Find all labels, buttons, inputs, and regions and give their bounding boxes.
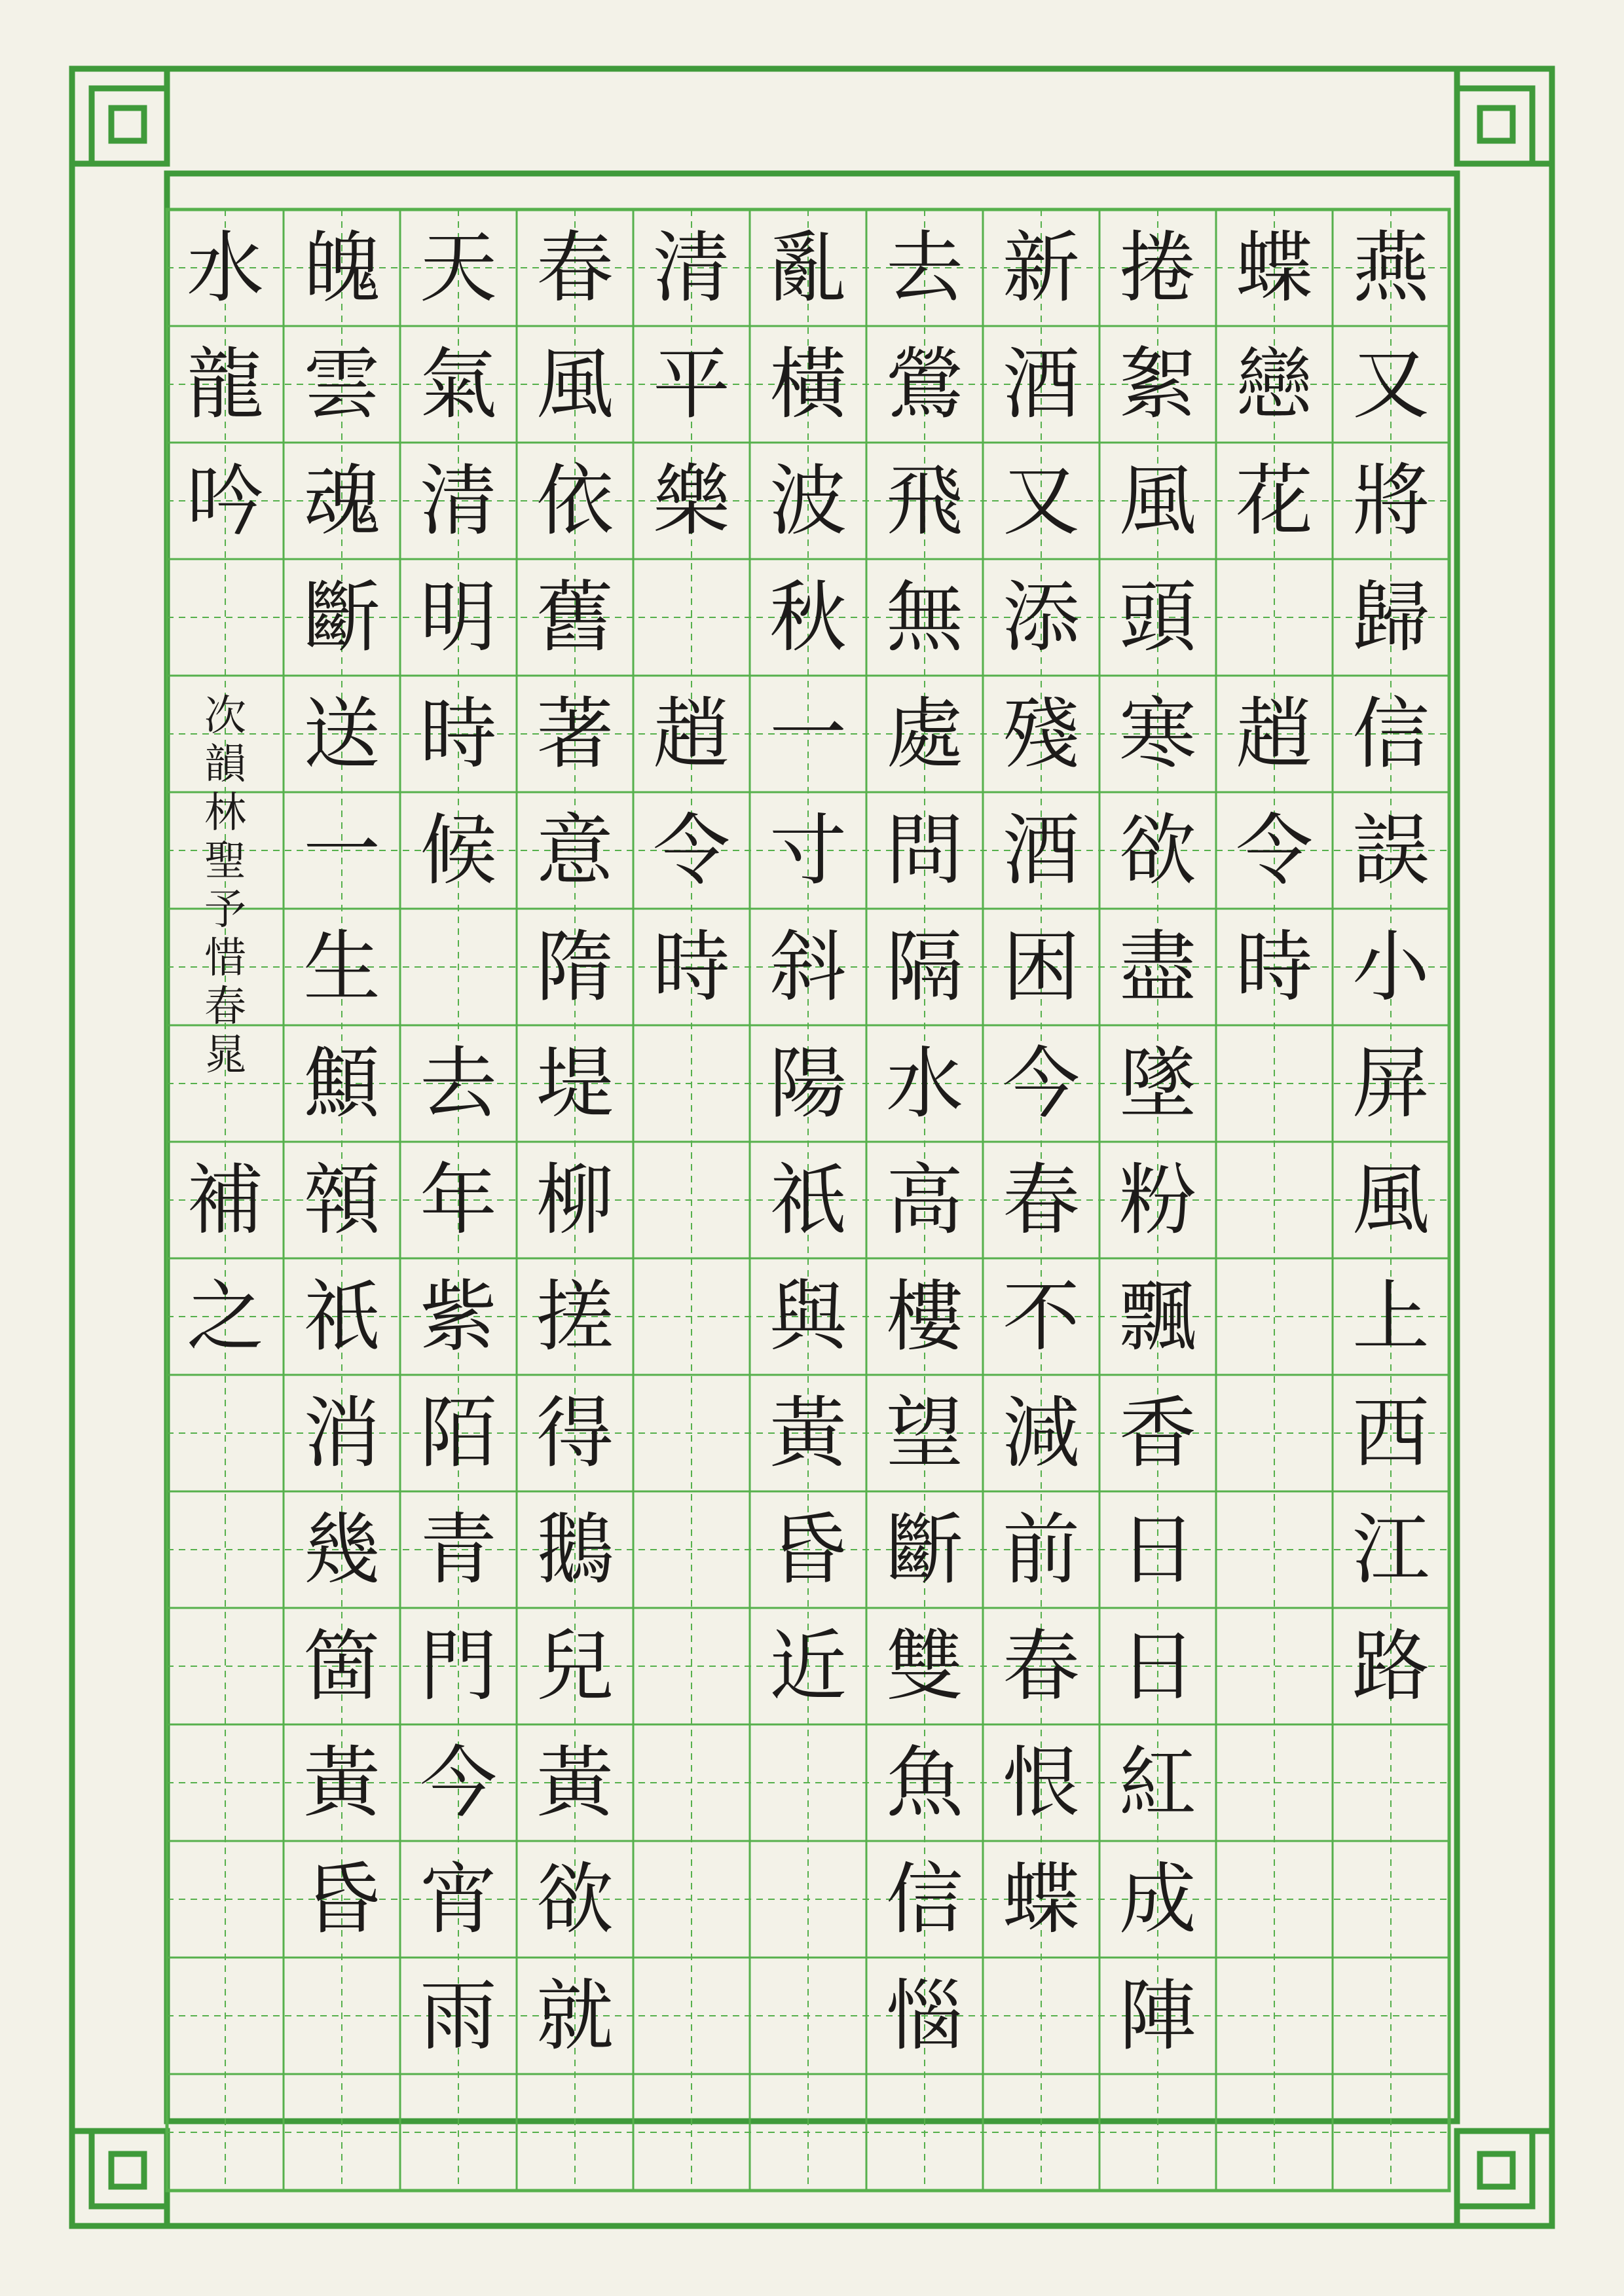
poem-char: 搓 [536, 1271, 614, 1362]
poem-char: 龍 [186, 339, 264, 429]
poem-char: 成 [1118, 1854, 1196, 1944]
poem-char: 今 [419, 1738, 497, 1828]
poem-char: 平 [652, 339, 730, 429]
poem-char: 水 [186, 223, 264, 313]
poem-char: 得 [536, 1388, 614, 1478]
poem-char: 高 [885, 1155, 963, 1245]
poem-char: 斷 [303, 572, 380, 663]
poem-char: 天 [419, 223, 497, 313]
poem-char: 又 [1352, 339, 1430, 429]
poem-char: 添 [1002, 572, 1080, 663]
poem-char: 陌 [419, 1388, 497, 1478]
poem-char: 紅 [1118, 1738, 1196, 1828]
poem-char: 門 [419, 1621, 497, 1711]
poem-char: 時 [1235, 922, 1313, 1012]
subtitle-char: 予 [204, 886, 246, 934]
poem-char: 戀 [1235, 339, 1313, 429]
poem-char: 令 [1235, 805, 1313, 896]
subtitle-char: 次 [204, 692, 246, 740]
poem-char: 西 [1352, 1388, 1430, 1478]
poem-char: 趙 [1235, 689, 1313, 779]
poem-char: 欲 [1118, 805, 1196, 896]
poem-char: 一 [303, 805, 380, 896]
poem-char: 捲 [1118, 223, 1196, 313]
poem-char: 送 [303, 689, 380, 779]
poem-char: 祇 [303, 1271, 380, 1362]
poem-char: 斷 [885, 1504, 963, 1595]
subtitle-char: 聖 [204, 837, 246, 886]
poem-char: 橫 [769, 339, 847, 429]
poem-char: 酒 [1002, 805, 1080, 896]
poem-char: 新 [1002, 223, 1080, 313]
poem-char: 隔 [885, 922, 963, 1012]
poem-char: 陣 [1118, 1971, 1196, 2061]
poem-char: 波 [769, 456, 847, 546]
poem-char: 清 [419, 456, 497, 546]
poem-char: 又 [1002, 456, 1080, 546]
poem-char: 誤 [1352, 805, 1430, 896]
poem-char: 欲 [536, 1854, 614, 1944]
poem-char: 香 [1118, 1388, 1196, 1478]
poem-char: 屏 [1352, 1038, 1430, 1129]
poem-char: 不 [1002, 1271, 1080, 1362]
poem-char: 鶯 [885, 339, 963, 429]
poem-char: 墜 [1118, 1038, 1196, 1129]
poem-char: 時 [419, 689, 497, 779]
poem-char: 飛 [885, 456, 963, 546]
poem-char: 秋 [769, 572, 847, 663]
poem-char: 信 [1352, 689, 1430, 779]
subtitle-char: 韻 [204, 740, 246, 789]
poem-char: 令 [652, 805, 730, 896]
poem-char: 黃 [303, 1738, 380, 1828]
poem-char: 紫 [419, 1271, 497, 1362]
poem-char: 小 [1352, 922, 1430, 1012]
poem-char: 歸 [1352, 572, 1430, 663]
poem-char: 時 [652, 922, 730, 1012]
poem-char: 樂 [652, 456, 730, 546]
poem-char: 隋 [536, 922, 614, 1012]
poem-char: 顇 [303, 1155, 380, 1245]
poem-char: 花 [1235, 456, 1313, 546]
poem-char: 著 [536, 689, 614, 779]
poem-char: 盡 [1118, 922, 1196, 1012]
poem-char: 困 [1002, 922, 1080, 1012]
poem-char: 魂 [303, 456, 380, 546]
poem-char: 日 [1118, 1621, 1196, 1711]
poem-char: 樓 [885, 1271, 963, 1362]
poem-char: 黃 [536, 1738, 614, 1828]
poem-char: 將 [1352, 456, 1430, 546]
poem-char: 吟 [186, 456, 264, 546]
poem-char: 雨 [419, 1971, 497, 2061]
poem-char: 風 [1118, 456, 1196, 546]
poem-char: 青 [419, 1504, 497, 1595]
poem-char: 雲 [303, 339, 380, 429]
poem-char: 之 [186, 1271, 264, 1362]
poem-char: 惱 [885, 1971, 963, 2061]
poem-char: 就 [536, 1971, 614, 2061]
poem-char: 江 [1352, 1504, 1430, 1595]
poem-char: 春 [1002, 1621, 1080, 1711]
poem-char: 信 [885, 1854, 963, 1944]
poem-char: 雙 [885, 1621, 963, 1711]
poem-char: 頭 [1118, 572, 1196, 663]
poem-char: 蝶 [1002, 1854, 1080, 1944]
poem-char: 意 [536, 805, 614, 896]
poem-char: 魚 [885, 1738, 963, 1828]
poem-char: 上 [1352, 1271, 1430, 1362]
poem-char: 魄 [303, 223, 380, 313]
poem-char: 清 [652, 223, 730, 313]
poem-char: 去 [419, 1038, 497, 1129]
poem-char: 堤 [536, 1038, 614, 1129]
poem-char: 寸 [769, 805, 847, 896]
poem-char: 粉 [1118, 1155, 1196, 1245]
poem-char: 問 [885, 805, 963, 896]
poem-char: 昏 [303, 1854, 380, 1944]
poem-char: 幾 [303, 1504, 380, 1595]
poem-char: 減 [1002, 1388, 1080, 1478]
poem-char: 明 [419, 572, 497, 663]
poem-char: 箇 [303, 1621, 380, 1711]
subtitle-char: 晁 [204, 1031, 246, 1080]
subtitle-char: 惜 [204, 934, 246, 983]
poem-char: 亂 [769, 223, 847, 313]
subtitle-char: 春 [204, 983, 246, 1031]
poem-char: 昏 [769, 1504, 847, 1595]
poem-char: 春 [1002, 1155, 1080, 1245]
poem-char: 風 [536, 339, 614, 429]
poem-char: 趙 [652, 689, 730, 779]
poem-char: 燕 [1352, 223, 1430, 313]
poem-char: 年 [419, 1155, 497, 1245]
subtitle-char: 林 [204, 789, 246, 837]
poem-char: 陽 [769, 1038, 847, 1129]
poem-char: 氣 [419, 339, 497, 429]
poem-char: 舊 [536, 572, 614, 663]
poem-char: 候 [419, 805, 497, 896]
poem-char: 柳 [536, 1155, 614, 1245]
poem-char: 殘 [1002, 689, 1080, 779]
poem-char: 黃 [769, 1388, 847, 1478]
poem-char: 今 [1002, 1038, 1080, 1129]
poem-char: 宵 [419, 1854, 497, 1944]
poem-char: 處 [885, 689, 963, 779]
poem-char: 兒 [536, 1621, 614, 1711]
poem-char: 祇 [769, 1155, 847, 1245]
poem-char: 蝶 [1235, 223, 1313, 313]
poem-char: 一 [769, 689, 847, 779]
poem-char: 望 [885, 1388, 963, 1478]
poem-char: 風 [1352, 1155, 1430, 1245]
poem-char: 路 [1352, 1621, 1430, 1711]
poem-char: 日 [1118, 1504, 1196, 1595]
poem-char: 酒 [1002, 339, 1080, 429]
poem-char: 鵝 [536, 1504, 614, 1595]
poem-char: 前 [1002, 1504, 1080, 1595]
poem-char: 無 [885, 572, 963, 663]
poem-char: 飄 [1118, 1271, 1196, 1362]
poem-char: 與 [769, 1271, 847, 1362]
poem-char: 水 [885, 1038, 963, 1129]
poem-char: 依 [536, 456, 614, 546]
poem-char: 寒 [1118, 689, 1196, 779]
poem-char: 絮 [1118, 339, 1196, 429]
poem-char: 去 [885, 223, 963, 313]
poem-char: 顦 [303, 1038, 380, 1129]
poem-char: 補 [186, 1155, 264, 1245]
poem-char: 春 [536, 223, 614, 313]
poem-char: 消 [303, 1388, 380, 1478]
poem-char: 斜 [769, 922, 847, 1012]
poem-char: 近 [769, 1621, 847, 1711]
poem-char: 恨 [1002, 1738, 1080, 1828]
poem-char: 生 [303, 922, 380, 1012]
